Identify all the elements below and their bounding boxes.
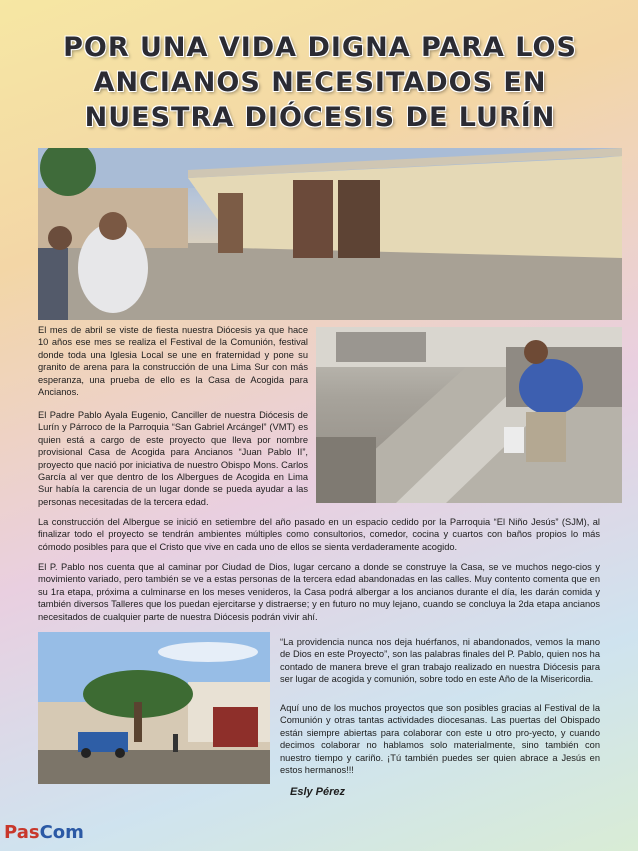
logo-text-com: Com — [39, 822, 84, 843]
paragraph-festival: El mes de abril se viste de fiesta nuestra Diócesis ya que hace 10 años ese mes se realiza el Festival de la Comunión, festival donde toda una Iglesia Local se une en fraternidad y pone su granito de arena para la construcción de una Lima Sur con más esperanza, una prueba de ello es la Casa de Acogida para Ancianos. — [38, 325, 308, 398]
pascom-logo — [4, 822, 84, 843]
photo-street-illustration — [38, 632, 270, 784]
photo-elderly-men-building — [38, 148, 622, 320]
paragraph-construction: La construcción del Albergue se inició en setiembre del año pasado en un espacio cedido por la Parroquia “El Niño Jesús” (SJM), al finalizar todo el proyecto se tendrán ambientes múltiples como consultorios, comedor, cocina y cuartos con baños propios lo más cómodo posibles para que el Cristo que vive en cada uno de ellos se sienta verdaderamente acogido. — [38, 517, 600, 552]
title-line-1: POR UNA VIDA DIGNA PARA LOS — [63, 32, 577, 63]
photo-street-building — [38, 632, 270, 784]
paragraph-festival-comunion: Aquí uno de los muchos proyectos que son posibles gracias al Festival de la Comunión y otras tantas actividades diocesanas. Las puertas del Obispado están siempre abiertas para colaborar con este u otro pro-yecto, y cuando decimos colaborar no hablamos solo materialmente, sino también con nuestro tiempo y cariño. ¡Tú también puedes ser quien abrace a Jesús en estos hermanos!!! — [280, 703, 600, 776]
paragraph-padre-pablo: El Padre Pablo Ayala Eugenio, Canciller de nuestra Diócesis de Lurín y Párroco de la Parroquia “San Gabriel Arcángel” (VMT) es quien está a cargo de este proyecto que lleva por nombre provisional Casa de Acogida para Ancianos “Juan Pablo II”, proyecto que nació por iniciativa de nuestro Obispo Mons. Carlos García al ver que dentro de los Albergues de Acogida en Lima Sur había la carencia de un lugar donde se pueda ayudar a las personas necesitadas de la tercera edad. — [38, 410, 308, 507]
title-line-2: ANCIANOS NECESITADOS EN — [93, 67, 547, 98]
paragraph-ciudad-de-dios: El P. Pablo nos cuenta que al caminar por Ciudad de Dios, lugar cercano a donde se construye la Casa, se ve muchos nego-cios y movimiento variado, pero también se ve a estas personas de la tercera edad abandonadas en las calles. Muy contento comenta que en su 1ra etapa, próxima a culminarse en los meses venideros, la Casa podrá albergar a los ancianos durante el día, les darán comida y también diversos Talleres que los puedan ejercitarse y distraerse; y en futuro no muy lejano, cuando se concluya la 2da etapa ancianos necesitados de cualquier parte de nuestra Diócesis podrán vivir ahí. — [38, 562, 600, 622]
article-title — [40, 30, 600, 135]
photo-elderly-men-illustration — [38, 148, 622, 320]
author-signature: Esly Pérez — [290, 786, 346, 798]
title-line-3: NUESTRA DIÓCESIS DE LURÍN — [84, 102, 556, 133]
photo-construction-illustration — [316, 327, 622, 503]
logo-text-pas: Pas — [4, 822, 40, 843]
paragraph-providencia: “La providencia nunca nos deja huérfanos, ni abandonados, vemos la mano de Dios en este Proyecto”, son las palabras finales del P. Pablo, quien nos ha contado de manera breve el gran trabajo realizado en nuestra Diócesis para ser lugar de acogida y comunión, sobre todo en este Año de la Misericordia. — [280, 637, 600, 685]
photo-construction-worker — [316, 327, 622, 503]
